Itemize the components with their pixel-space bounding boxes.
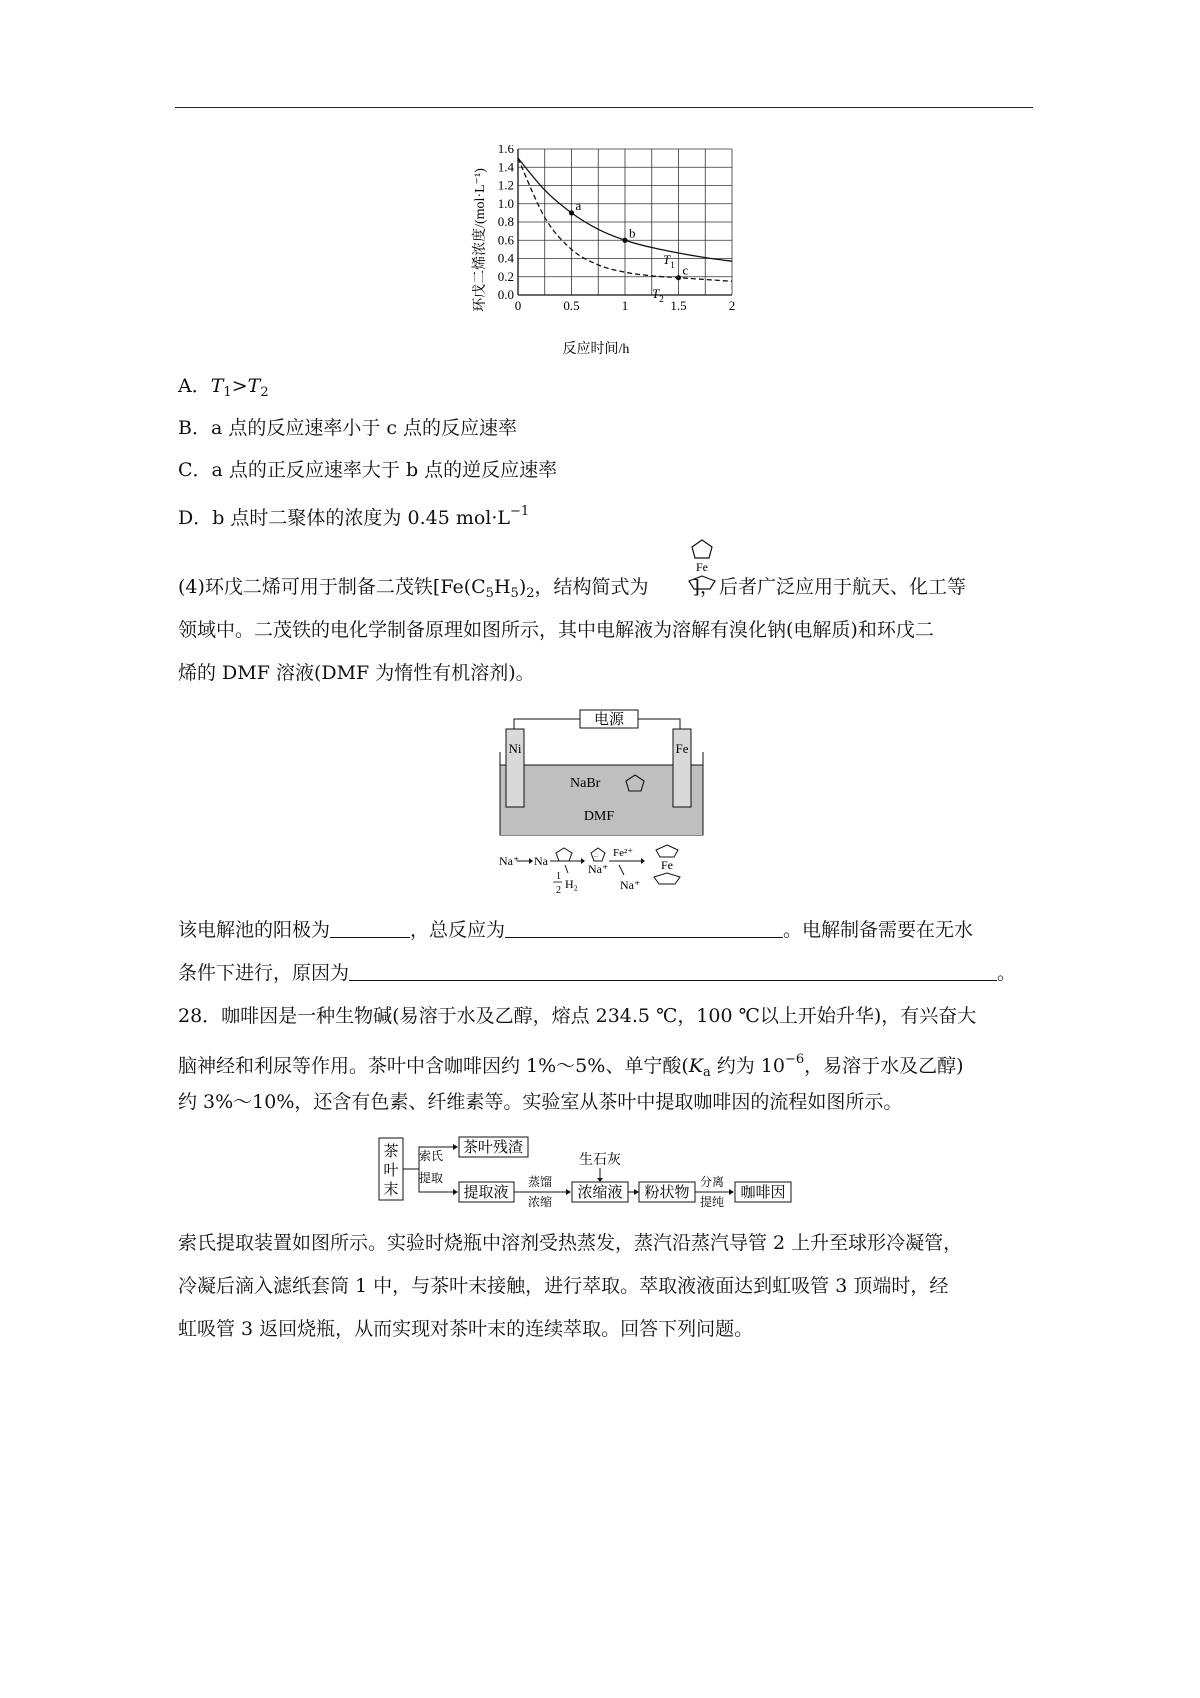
q4-line-3: 烯的 DMF 溶液(DMF 为惰性有机溶剂)。 [178,662,535,684]
y-tick-label: 1.6 [497,145,514,156]
power-label: 电源 [593,712,625,728]
q4-line-2: 领域中。二茂铁的电化学制备原理如图所示，其中电解液为溶解有溴化钠(电解质)和环戊二 [178,619,934,641]
svg-text:叶: 叶 [383,1163,399,1179]
q28-line-2: 脑神经和利尿等作用。茶叶中含咖啡因约 1%～5%、单宁酸($K_a$ 约为 $10^{-6}$，易溶于水及乙醇) [178,1052,964,1080]
x-axis-label: 反应时间/h [562,342,630,357]
svg-text:浓缩液: 浓缩液 [577,1185,623,1201]
header-rule [175,107,1033,108]
answer-line-1: 该电解池的阳极为 ，总反应为 。电解制备需要在无水 [178,919,974,941]
anode-answer-blank[interactable] [330,919,410,938]
q4-line-1: (4)环戊二烯可用于制备二茂铁[$Fe(C_5H_5)_2$，结构简式为 ]，后者广泛应用于航天、化工等 [178,576,966,601]
svg-text:分离: 分离 [699,1175,725,1189]
y-tick-label: 0.8 [497,214,514,229]
data-point-label: b [629,225,636,241]
svg-text:生石灰: 生石灰 [579,1153,621,1168]
svg-text:1: 1 [556,871,561,882]
data-point-b [622,238,627,243]
x-tick-label: 0 [514,298,522,313]
data-point-label: c [682,262,689,278]
svg-text:提纯: 提纯 [699,1195,725,1209]
answer-line-2: 条件下进行，原因为 。 [178,962,1017,984]
extraction-flowchart [375,1132,835,1212]
ferrocene-structure [682,538,722,598]
data-point-c [676,275,681,280]
x-tick-label: 1.5 [670,298,687,313]
svg-text:Fe: Fe [696,560,708,574]
electrolysis-diagram [495,707,725,907]
svg-text:咖啡因: 咖啡因 [740,1185,786,1201]
x-tick-label: 0.5 [563,298,580,313]
chart-ticks [498,145,736,313]
svg-text:蒸馏: 蒸馏 [527,1175,553,1189]
soxhlet-line-3: 虹吸管 3 返回烧瓶，从而实现对茶叶末的连续萃取。回答下列问题。 [178,1318,754,1340]
y-tick-label: 0.6 [497,232,514,248]
soxhlet-line-1: 索氏提取装置如图所示。实验时烧瓶中溶剂受热蒸发，蒸汽沿蒸汽导管 2 上升至球形冷凝管， [178,1232,963,1254]
total-reaction-blank[interactable] [505,919,783,938]
nabr-label: NaBr [570,776,601,791]
option-b: B．a 点的反应速率小于 c 点的反应速率 [178,417,518,439]
svg-text:Na⁺: Na⁺ [588,862,609,876]
svg-text:Fe²⁺: Fe²⁺ [613,847,634,859]
svg-text:茶叶残渣: 茶叶残渣 [462,1140,524,1156]
svg-text:提取液: 提取液 [463,1185,509,1201]
svg-text:茶: 茶 [383,1144,399,1160]
svg-text:−: − [594,853,598,861]
dmf-label: DMF [583,809,615,824]
reason-answer-blank[interactable] [349,962,997,981]
q28-line-3: 约 3%～10%，还含有色素、纤维素等。实验室从茶叶中提取咖啡因的流程如图所示。 [178,1091,903,1113]
y-tick-label: 0.2 [497,268,514,284]
svg-text:提取: 提取 [418,1171,444,1185]
x-tick-label: 1 [621,298,629,313]
svg-text:H₂: H₂ [565,877,578,891]
fe-electrode-label: Fe [675,741,689,756]
svg-text:末: 末 [383,1182,399,1198]
option-a: A．$T_1>T_2$ [178,375,269,400]
y-tick-label: 0.4 [497,250,514,266]
svg-text:Na⁺: Na⁺ [620,878,641,892]
svg-text:Na: Na [534,854,548,868]
svg-text:粉状物: 粉状物 [644,1185,690,1201]
svg-text:2: 2 [556,885,561,896]
y-tick-label: 1.2 [497,177,514,193]
data-point-label: a [575,197,582,213]
svg-text:浓缩: 浓缩 [527,1195,553,1209]
data-point-a [569,210,574,215]
option-d: D．b 点时二聚体的浓度为 0.45 $mol\cdot L^{-1}$ [178,504,530,529]
y-tick-label: 1.0 [497,195,514,211]
soxhlet-line-2: 冷凝后滴入滤纸套筒 1 中，与茶叶末接触，进行萃取。萃取液液面达到虹吸管 3 顶端时，经 [178,1275,949,1297]
ni-electrode-label: Ni [508,741,522,756]
y-tick-label: 1.4 [497,159,514,175]
chart-grid [518,149,732,295]
y-tick-label: 0.0 [497,287,514,302]
y-axis-label: 环戊二烯浓度/(mol·L⁻¹) [473,168,488,312]
concentration-chart [460,145,750,360]
option-c: C．a 点的正反应速率大于 b 点的逆反应速率 [178,459,558,481]
svg-text:Na⁺: Na⁺ [499,854,520,868]
q28-line-1: 28．咖啡因是一种生物碱(易溶于水及乙醇，熔点 234.5 ℃，100 ℃以上开始升华)，有兴奋大 [178,1005,977,1027]
svg-text:索氏: 索氏 [418,1149,444,1163]
svg-text:Fe: Fe [661,858,673,872]
series-label-t1: $T_1$ [663,252,675,270]
x-tick-label: 2 [728,298,736,313]
series-label-t2: $T_2$ [652,286,664,304]
